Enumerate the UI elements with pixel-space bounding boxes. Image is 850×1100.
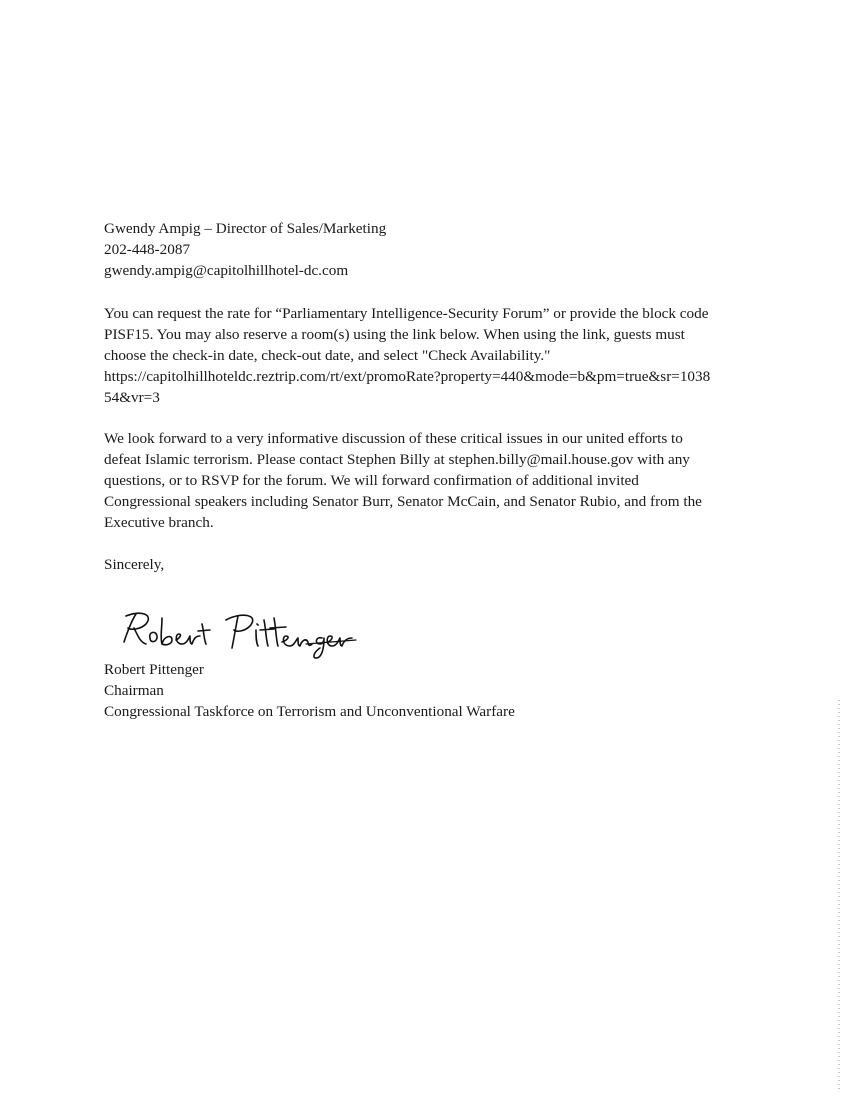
paragraph-line: defeat Islamic terrorism. Please contact Stephen Billy at stephen.billy@mail.house.gov with any <box>104 451 690 468</box>
paragraph-line: choose the check-in date, check-out date, and select "Check Availability." <box>104 347 551 364</box>
signer-title: Chairman <box>104 682 164 699</box>
hotel-contact-block <box>104 218 754 281</box>
signer-organization: Congressional Taskforce on Terrorism and Unconventional Warfare <box>104 703 515 720</box>
valediction-text: Sincerely, <box>104 556 165 573</box>
contact-phone: 202-448-2087 <box>104 241 191 258</box>
closing-paragraph <box>104 428 754 533</box>
contact-email: gwendy.ampig@capitolhillhotel-dc.com <box>104 262 349 279</box>
paragraph-line: Congressional speakers including Senator Burr, Senator McCain, and Senator Rubio, and from the <box>104 493 702 510</box>
signer-name: Robert Pittenger <box>104 661 204 678</box>
valediction <box>104 554 754 575</box>
paragraph-line: questions, or to RSVP for the forum. We will forward confirmation of additional invited <box>104 472 639 489</box>
handwritten-signature <box>110 604 360 664</box>
scan-artifact-edge <box>838 700 840 1090</box>
reservation-url-continued: 54&vr=3 <box>104 389 160 406</box>
reservation-paragraph <box>104 303 754 408</box>
paragraph-line: PISF15. You may also reserve a room(s) using the link below. When using the link, guests must <box>104 326 685 343</box>
paragraph-line: Executive branch. <box>104 514 214 531</box>
signer-block <box>104 659 754 722</box>
reservation-url: https://capitolhillhoteldc.reztrip.com/rt/ext/promoRate?property=440&mode=b&pm=true&sr=1038 <box>104 368 711 385</box>
paragraph-line: You can request the rate for “Parliamentary Intelligence-Security Forum” or provide the block code <box>104 305 709 322</box>
contact-name-title: Gwendy Ampig – Director of Sales/Marketing <box>104 220 387 237</box>
paragraph-line: We look forward to a very informative discussion of these critical issues in our united efforts to <box>104 430 683 447</box>
